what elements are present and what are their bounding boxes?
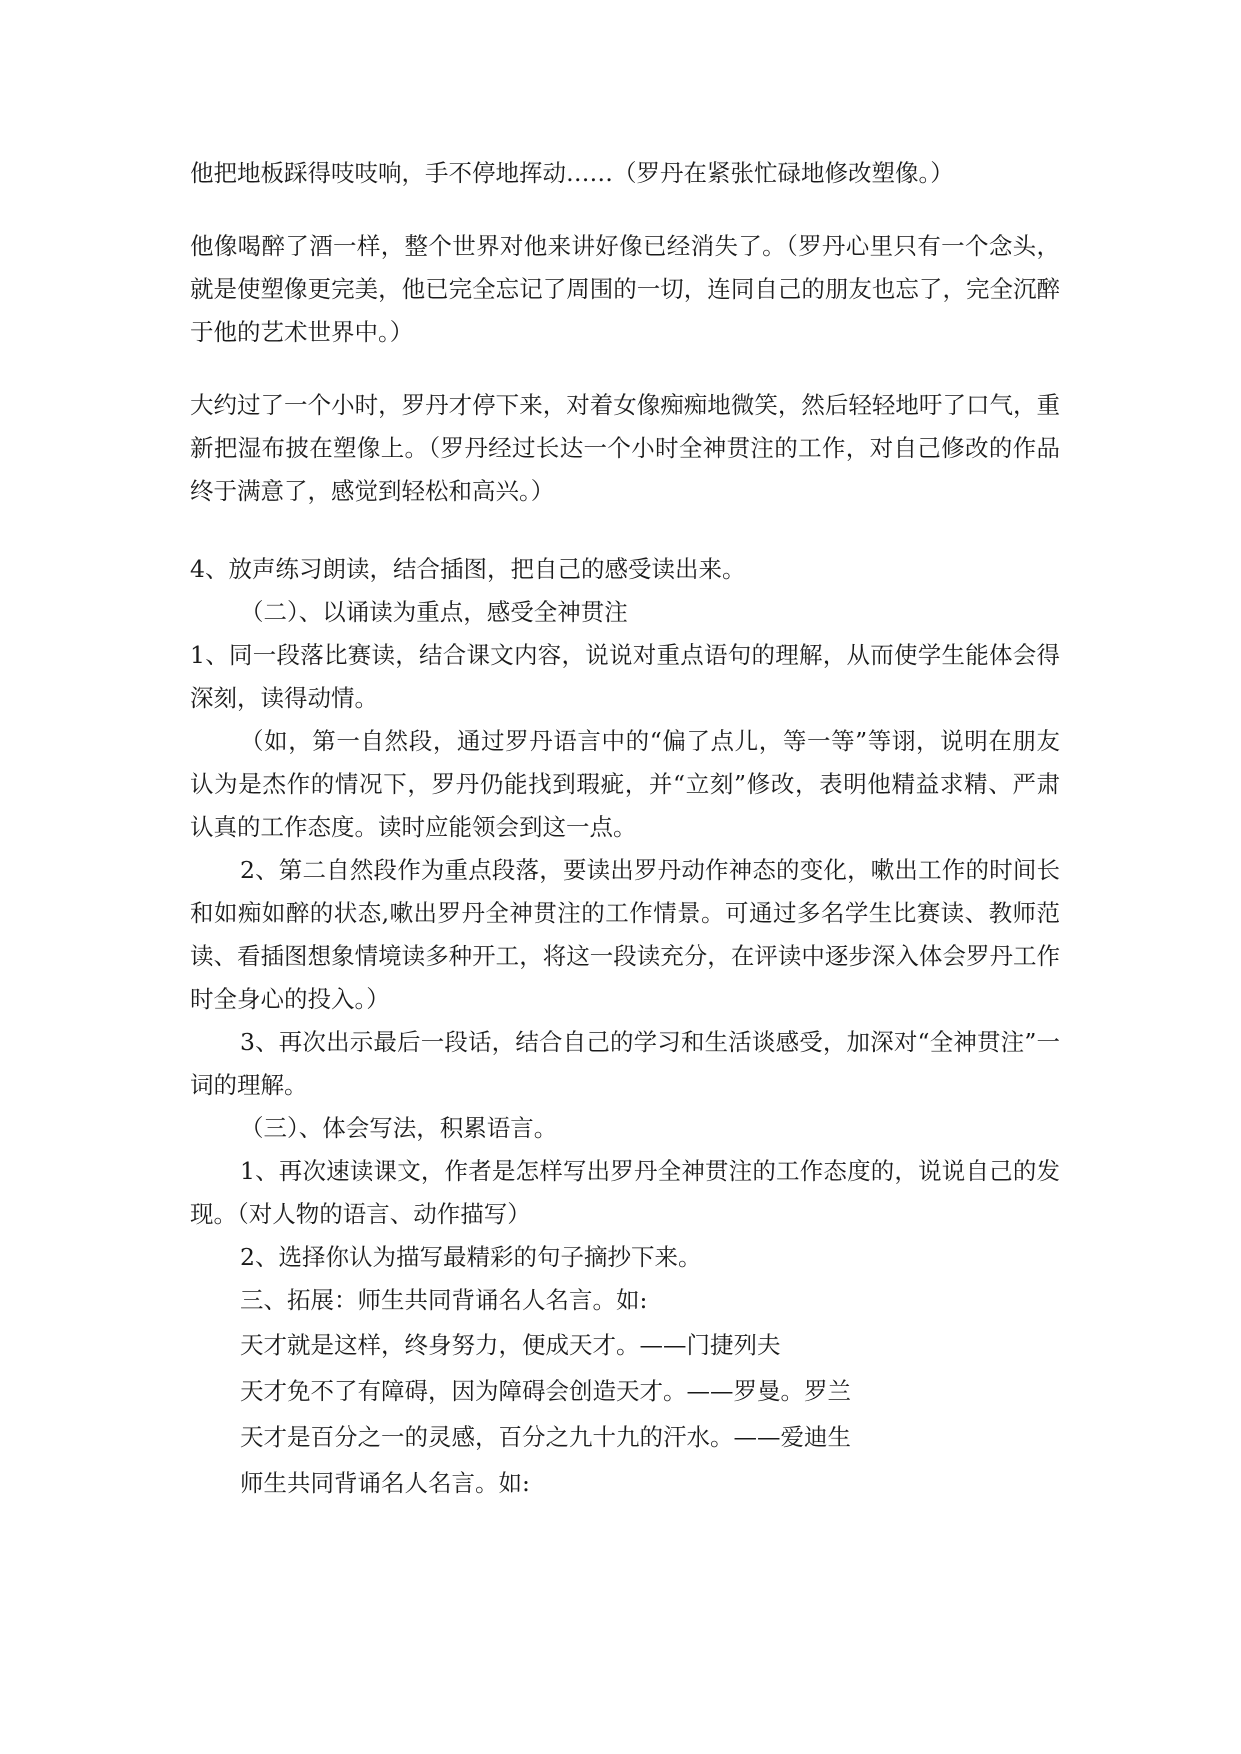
item-2-copy-sentences: 2、选择你认为描写最精彩的句子摘抄下来。: [240, 1243, 702, 1271]
quote-edison: 天才是百分之一的灵感，百分之九十九的汗水。——爱迪生: [240, 1423, 851, 1451]
section-3-heading: （三）、体会写法，积累语言。: [240, 1114, 558, 1142]
quote-mendeleev: 天才就是这样，终身努力，便成天才。——门捷列夫: [240, 1331, 781, 1359]
section-2-heading: （二）、以诵读为重点，感受全神贯注: [240, 598, 628, 626]
item-3-final-paragraph: 3、再次出示最后一段话，结合自己的学习和生活谈感受，加深对“全神贯注”一词的理解。: [190, 1028, 1060, 1099]
document-page: [190, 152, 1060, 1506]
quote-romain-rolland: 天才免不了有障碍，因为障碍会创造天才。——罗曼。罗兰: [240, 1377, 851, 1405]
paragraph-drunk-like: 他像喝醉了酒一样，整个世界对他来讲好像已经消失了。（罗丹心里只有一个念头，就是使塑像更完美，他已完全忘记了周围的一切，连同自己的朋友也忘了，完全沉醉于他的艺术世界中。）: [190, 232, 1060, 346]
item-1-speed-reading: 1、再次速读课文，作者是怎样写出罗丹全神贯注的工作态度的，说说自己的发现。（对人物的语言、动作描写）: [190, 1157, 1060, 1228]
item-1-competition-reading: 1、同一段落比赛读，结合课文内容，说说对重点语句的理解，从而使学生能体会得深刻，读得动情。: [190, 641, 1060, 712]
item-2-key-paragraph: 2、第二自然段作为重点段落，要读出罗丹动作神态的变化，嗽出工作的时间长和如痴如醉的状态,嗽出罗丹全神贯注的工作情景。可通过多名学生比赛读、教师范读、看插图想象情境读多种开工，将这一段读充分，在评读中逐步深入体会罗丹工作时全身心的投入。）: [190, 856, 1060, 1013]
closing-line: 师生共同背诵名人名言。如:: [240, 1469, 530, 1497]
paragraph-floor-creaking: 他把地板踩得吱吱响，手不停地挥动……（罗丹在紧张忙碌地修改塑像。）: [190, 159, 954, 187]
step-4-read-aloud: 4、放声练习朗读，结合插图，把自己的感受读出来。: [190, 555, 746, 583]
example-first-paragraph: （如，第一自然段，通过罗丹语言中的“偏了点儿，等一等”等诩，说明在朋友认为是杰作的情况下，罗丹仍能找到瑕疵，并“立刻”修改，表明他精益求精、严肃认真的工作态度。读时应能领会到这一点。: [190, 727, 1060, 841]
part-3-extension-heading: 三、拓展：师生共同背诵名人名言。如:: [240, 1286, 648, 1314]
paragraph-after-an-hour: 大约过了一个小时，罗丹才停下来，对着女像痴痴地微笑，然后轻轻地吁了口气，重新把湿布披在塑像上。（罗丹经过长达一个小时全神贯注的工作，对自己修改的作品终于满意了，感觉到轻松和高兴。）: [190, 391, 1060, 505]
